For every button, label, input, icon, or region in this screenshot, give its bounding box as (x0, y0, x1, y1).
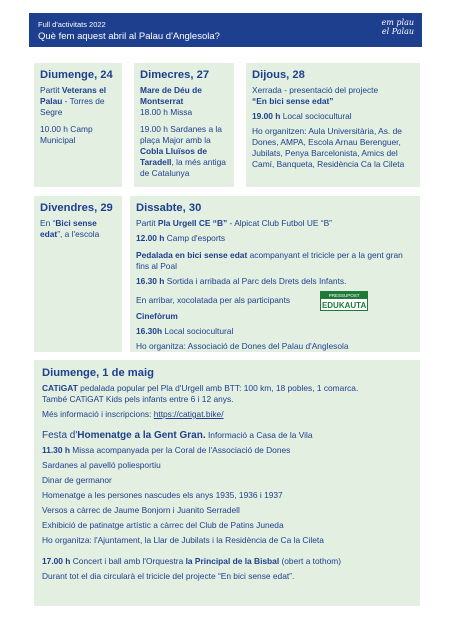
event-text: Sardanes al pavelló poliesportiu (42, 460, 161, 470)
event-text: Versos a càrrec de Jaume Bonjorn i Juanito Serradell (42, 505, 240, 515)
event-text: CATiGAT pedalada popular pel Pla d'Urgell amb BTT: 100 km, 18 pobles, 1 comarca. (42, 383, 359, 393)
event-box-diumenge-24 (34, 63, 122, 187)
event-text: 12.00 h Camp d'esports (136, 233, 226, 243)
event-text: 16.30 h Sortida i arribada al Parc dels Drets dels Infants. (136, 276, 347, 286)
event-text: 11.30 h Missa acompanyada per la Coral de l'Associació de Dones (42, 445, 291, 455)
event-text: 16.30h Local sociocultural (136, 326, 234, 336)
festa-heading: Festa d'Homenatge a la Gent Gran. Informació a Casa de la Vila (42, 430, 313, 441)
logo-line-2: el Palau (381, 27, 414, 36)
event-text: En arribar, xocolatada per als participants PRESSUPOST EDUKAUTA (136, 293, 367, 310)
event-box-diumenge-1-maig (34, 360, 420, 606)
event-box-dijous-28 (246, 63, 420, 187)
event-text: En “Bici sense edat”, a l'escola (40, 218, 100, 239)
day-heading: Diumenge, 1 de maig (42, 367, 154, 379)
event-box-dimecres-27 (134, 63, 234, 187)
header-subtitle: Full d'activitats 2022 (38, 20, 106, 29)
event-text: Homenatge a les persones nascudes els anys 1935, 1936 i 1937 (42, 490, 283, 500)
day-heading: Dijous, 28 (252, 69, 305, 81)
event-text: Xerrada - presentació del projecte (252, 85, 379, 95)
event-text: Partit Pla Urgell CE “B” - Alpicat Club Futbol UE “B” (136, 218, 332, 228)
event-text: Pedalada en bici sense edat acompanyant el tricicle per a la gent gran fins al Poal (136, 250, 403, 271)
event-text: Ho organitzen: Aula Universitària, As. de Dones, AMPA, Escola Arnau Berenguer, Jubilats, Penya Barcelonista, Amics del Camí, Banqueta, Residència Ca la Cileta (252, 126, 405, 169)
event-text: 19.00 h Sardanes a la plaça Major amb la Cobla Lluïsos de Taradell, la més antiga de Catalunya (140, 124, 226, 178)
event-text: Mare de Déu de Montserrat (140, 85, 202, 106)
event-text: També CATiGAT Kids pels infants entre 6 i 12 anys. (42, 394, 234, 404)
header-title: Què fem aquest abril al Palau d'Anglesola? (38, 31, 220, 42)
event-text: “En bici sense edat” (252, 96, 334, 106)
event-text: Partit Veterans el Palau - Torres de Segre (40, 85, 107, 117)
event-text: 10.00 h Camp Municipal (40, 124, 93, 145)
event-text: 19.00 h Local sociocultural (252, 111, 352, 121)
day-heading: Dimecres, 27 (140, 69, 210, 81)
event-text: Ho organitza: l'Ajuntament, la Llar de Jubilats i la Residència de Ca la Cileta (42, 535, 324, 545)
event-text: 18.00 h Missa (140, 107, 193, 117)
em-plau-el-palau-logo (378, 18, 414, 42)
day-heading: Dissabte, 30 (136, 202, 202, 214)
event-box-divendres-29 (34, 196, 122, 352)
event-text: Més informació i inscripcions: https://catigat.bike/ (42, 409, 224, 419)
logo-line-1: em plau (381, 18, 414, 27)
catigat-link[interactable]: https://catigat.bike/ (153, 409, 224, 419)
event-text: 17.00 h Concert i ball amb l'Orquestra la Principal de la Bisbal (obert a tothom) (42, 556, 342, 566)
event-text: Exhibició de patinatge artístic a càrrec del Club de Patins Juneda (42, 520, 284, 530)
event-text: Cinefòrum (136, 311, 178, 321)
event-text: Ho organitza: Associació de Dones del Palau d'Anglesola (136, 341, 349, 351)
event-text: Dinar de germanor (42, 475, 112, 485)
day-heading: Diumenge, 24 (40, 69, 113, 81)
pressupost-edukauta-badge: PRESSUPOST EDUKAUTA (321, 293, 367, 310)
event-box-dissabte-30 (130, 196, 420, 352)
event-text: Durant tot el dia circularà el tricicle del projecte “En bici sense edat”. (42, 571, 295, 581)
day-heading: Divendres, 29 (40, 202, 113, 214)
page-header (29, 13, 422, 47)
